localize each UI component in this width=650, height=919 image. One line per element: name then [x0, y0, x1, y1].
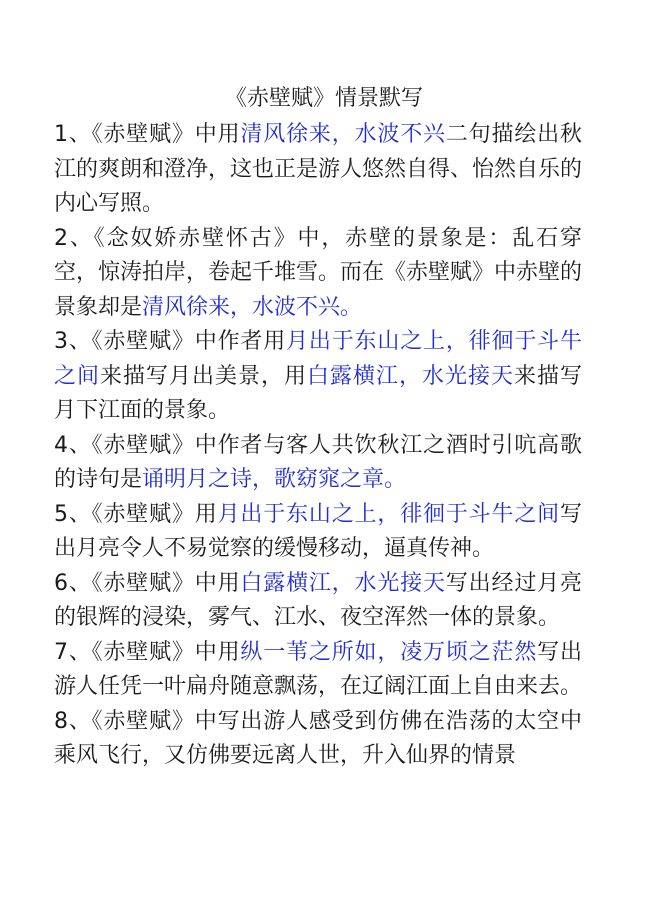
question-item [54, 429, 582, 498]
answer-text: 诵明月之诗，歌窈窕之章。 [142, 467, 407, 492]
page-title: 《赤壁赋》情景默写 [224, 86, 423, 111]
question-text: 写出月亮令人不易觉察的缓慢移动，逼真传神。 [54, 501, 582, 561]
question-item [54, 325, 582, 429]
answer-text: 清风徐来，水波不兴 [240, 122, 446, 147]
question-text: 5、《赤壁赋》用 [54, 501, 218, 527]
answer-text: 月出于东山之上，徘徊于斗牛之间 [54, 329, 582, 389]
question-text: 二句描绘出秋江的爽朗和澄净，这也正是游人悠然自得、怡然自乐的内心写照。 [54, 122, 583, 216]
answer-text: 白露横江，水光接天 [306, 363, 514, 389]
question-text: 4、《赤壁赋》中作者与客人共饮秋江之酒时引吭高歌的诗句是 [54, 432, 582, 492]
answer-text: 白露横江，水光接天 [240, 570, 446, 596]
question-item [54, 636, 582, 705]
question-text: 8、《赤壁赋》中写出游人感受到仿佛在浩荡的太空中乘风飞行，又仿佛要远离人世，升入仙界的情景 [54, 708, 582, 768]
question-text: 6、《赤壁赋》中用 [54, 570, 241, 596]
question-text: 7、《赤壁赋》中用 [54, 639, 241, 665]
question-text: 来描写月下江面的景象。 [54, 363, 582, 423]
answer-text: 月出于东山之上，徘徊于斗牛之间 [217, 501, 560, 527]
question-list [54, 118, 582, 774]
answer-text: 清风徐来，水波不兴。 [142, 294, 363, 320]
question-item [54, 567, 582, 636]
question-text: 来描写月出美景，用 [100, 363, 307, 389]
question-text: 2、《念奴娇赤壁怀古》中，赤壁的景象是：乱石穿空，惊涛拍岸，卷起千堆雪。而在《赤壁赋》中赤壁的景象却是 [54, 225, 583, 320]
question-text: 3、《赤壁赋》中作者用 [54, 329, 287, 354]
question-item [54, 705, 582, 774]
question-text: 写出游人任凭一叶扁舟随意飘荡，在辽阔江面上自由来去。 [54, 639, 583, 699]
answer-text: 纵一苇之所如，凌万顷之茫然 [240, 639, 538, 665]
question-item [54, 498, 582, 567]
question-text: 写出经过月亮的银辉的浸染，雾气、江水、夜空浑然一体的景象。 [54, 570, 582, 630]
question-item [54, 118, 582, 222]
question-item [54, 222, 582, 326]
question-text: 1、《赤壁赋》中用 [54, 122, 241, 147]
